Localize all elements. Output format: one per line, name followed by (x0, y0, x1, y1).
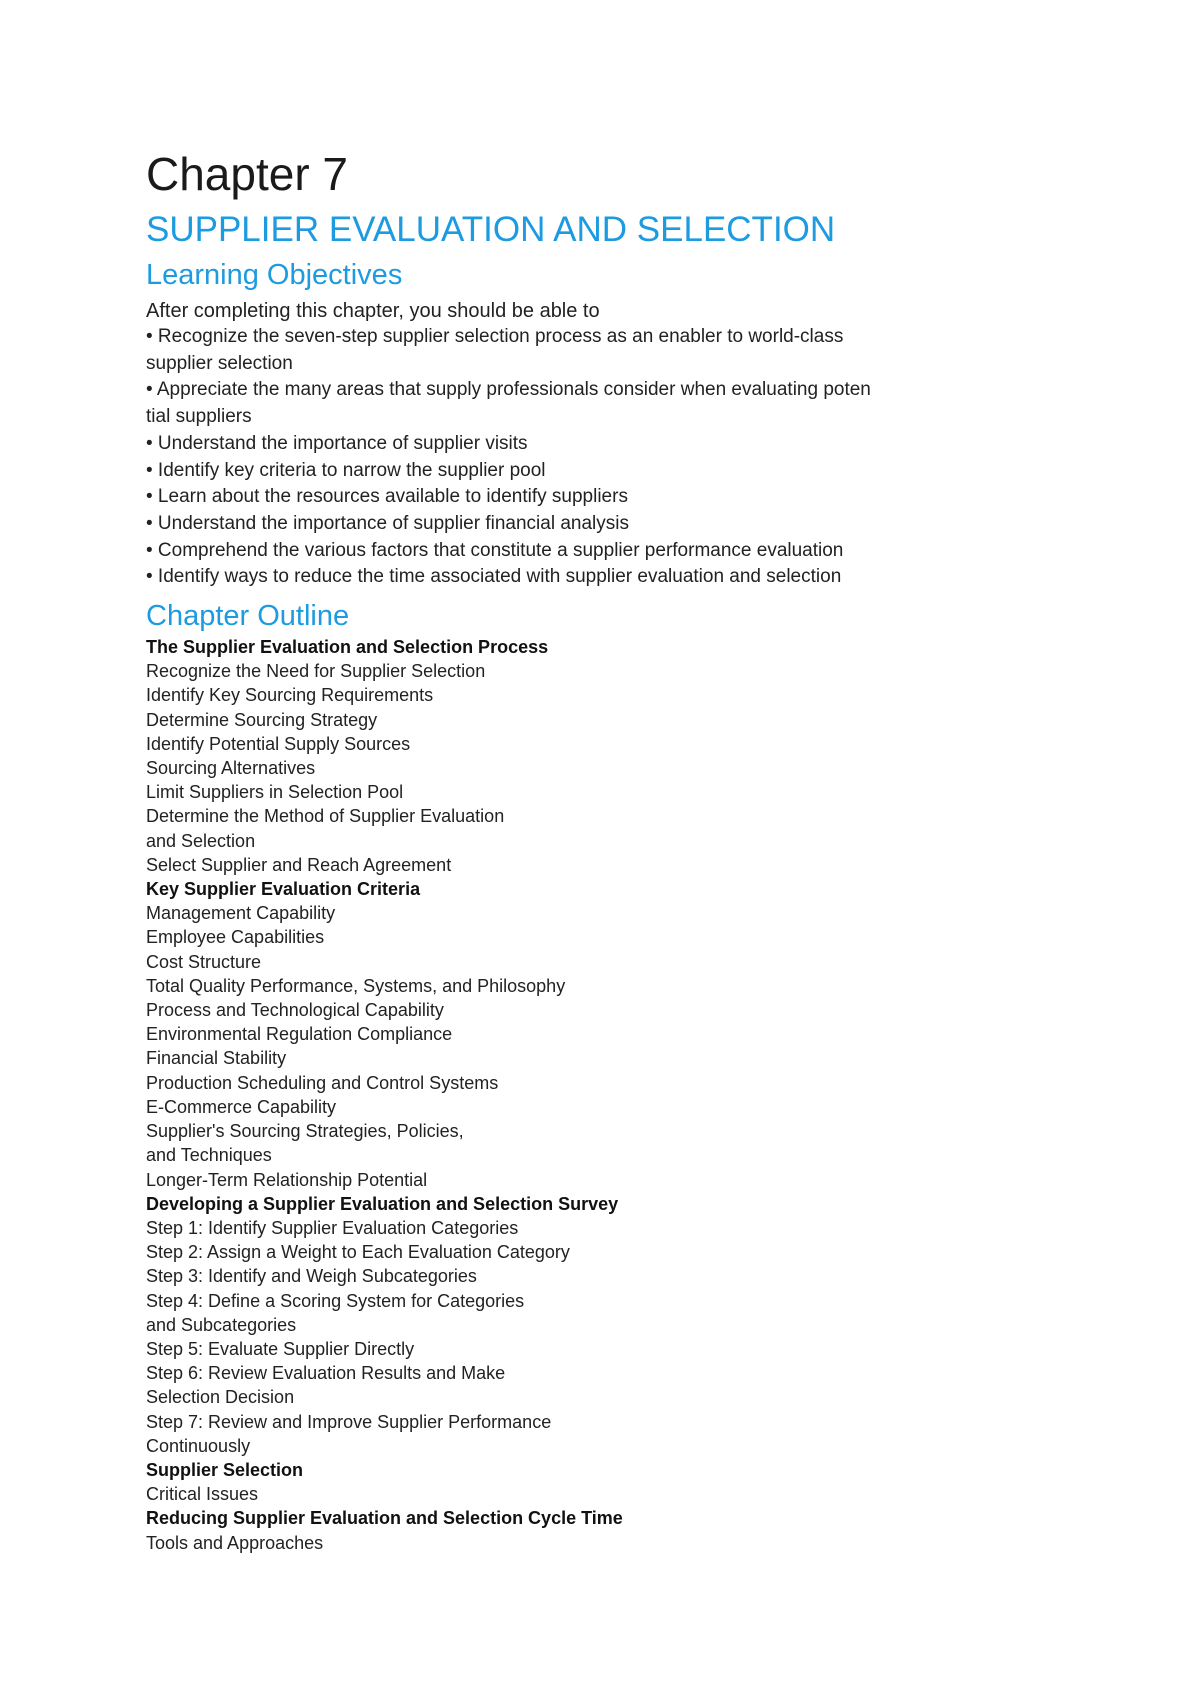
outline-item: Recognize the Need for Supplier Selection (146, 661, 486, 682)
outline-item: E-Commerce Capability (146, 1096, 337, 1117)
outline-section-heading: Supplier Selection (146, 1459, 304, 1480)
outline-section-heading: Developing a Supplier Evaluation and Selection Survey (146, 1193, 619, 1214)
learning-objectives-heading: Learning Objectives (146, 259, 403, 291)
outline-item: Step 1: Identify Supplier Evaluation Categories (146, 1217, 519, 1238)
outline-item: Cost Structure (146, 951, 262, 972)
outline-item: and Subcategories (146, 1314, 297, 1335)
outline-item: Step 2: Assign a Weight to Each Evaluation Category (146, 1242, 570, 1263)
objective-line: • Appreciate the many areas that supply professionals consider when evaluating poten (146, 379, 871, 401)
objective-line: • Learn about the resources available to identify suppliers (146, 486, 628, 508)
objective-line: • Identify ways to reduce the time associated with supplier evaluation and selection (146, 566, 842, 588)
outline-item: Step 5: Evaluate Supplier Directly (146, 1338, 415, 1359)
outline-item: Step 6: Review Evaluation Results and Make (146, 1363, 506, 1384)
outline-item: Longer-Term Relationship Potential (146, 1169, 428, 1190)
outline-section-heading: Reducing Supplier Evaluation and Selection Cycle Time (146, 1508, 623, 1529)
outline-item: Supplier's Sourcing Strategies, Policies, (146, 1121, 464, 1142)
outline-item: Step 7: Review and Improve Supplier Performance (146, 1411, 552, 1432)
learning-objectives-list (146, 324, 1046, 591)
objective-line: supplier selection (146, 352, 293, 374)
chapter-outline-list (146, 635, 1046, 1555)
outline-item: and Selection (146, 830, 256, 851)
outline-section-heading: Key Supplier Evaluation Criteria (146, 879, 421, 900)
chapter-title: Chapter 7 (146, 148, 349, 200)
outline-item: Tools and Approaches (146, 1532, 324, 1553)
objective-line: • Recognize the seven-step supplier selection process as an enabler to world-class (146, 326, 844, 347)
outline-item: Critical Issues (146, 1484, 259, 1505)
outline-item: Financial Stability (146, 1048, 287, 1069)
outline-item: and Techniques (146, 1145, 272, 1166)
outline-item: Determine Sourcing Strategy (146, 709, 378, 730)
objective-line: • Comprehend the various factors that constitute a supplier performance evaluation (146, 539, 844, 561)
document-content (146, 148, 1046, 1555)
objective-line: • Identify key criteria to narrow the supplier pool (146, 459, 546, 481)
outline-item: Step 3: Identify and Weigh Subcategories (146, 1266, 477, 1287)
outline-item: Sourcing Alternatives (146, 758, 316, 779)
outline-item: Process and Technological Capability (146, 1000, 444, 1021)
outline-item: Identify Potential Supply Sources (146, 733, 411, 754)
outline-item: Total Quality Performance, Systems, and Philosophy (146, 975, 566, 996)
outline-item: Limit Suppliers in Selection Pool (146, 782, 404, 803)
learning-objectives-intro: After completing this chapter, you should be able to (146, 300, 600, 322)
outline-item: Selection Decision (146, 1387, 295, 1408)
outline-section-heading: The Supplier Evaluation and Selection Process (146, 637, 549, 658)
outline-item: Identify Key Sourcing Requirements (146, 685, 434, 706)
outline-item: Environmental Regulation Compliance (146, 1024, 453, 1045)
outline-item: Management Capability (146, 903, 336, 924)
objective-line: tial suppliers (146, 406, 252, 428)
outline-item: Select Supplier and Reach Agreement (146, 854, 452, 875)
chapter-outline-heading: Chapter Outline (146, 600, 350, 633)
outline-item: Continuously (146, 1435, 251, 1456)
outline-item: Step 4: Define a Scoring System for Categories (146, 1290, 525, 1311)
outline-item: Employee Capabilities (146, 927, 325, 948)
objective-line: • Understand the importance of supplier financial analysis (146, 512, 629, 534)
section-title: SUPPLIER EVALUATION AND SELECTION (146, 210, 836, 249)
outline-item: Production Scheduling and Control Systems (146, 1072, 499, 1093)
outline-item: Determine the Method of Supplier Evaluation (146, 806, 505, 827)
objective-line: • Understand the importance of supplier visits (146, 432, 528, 454)
